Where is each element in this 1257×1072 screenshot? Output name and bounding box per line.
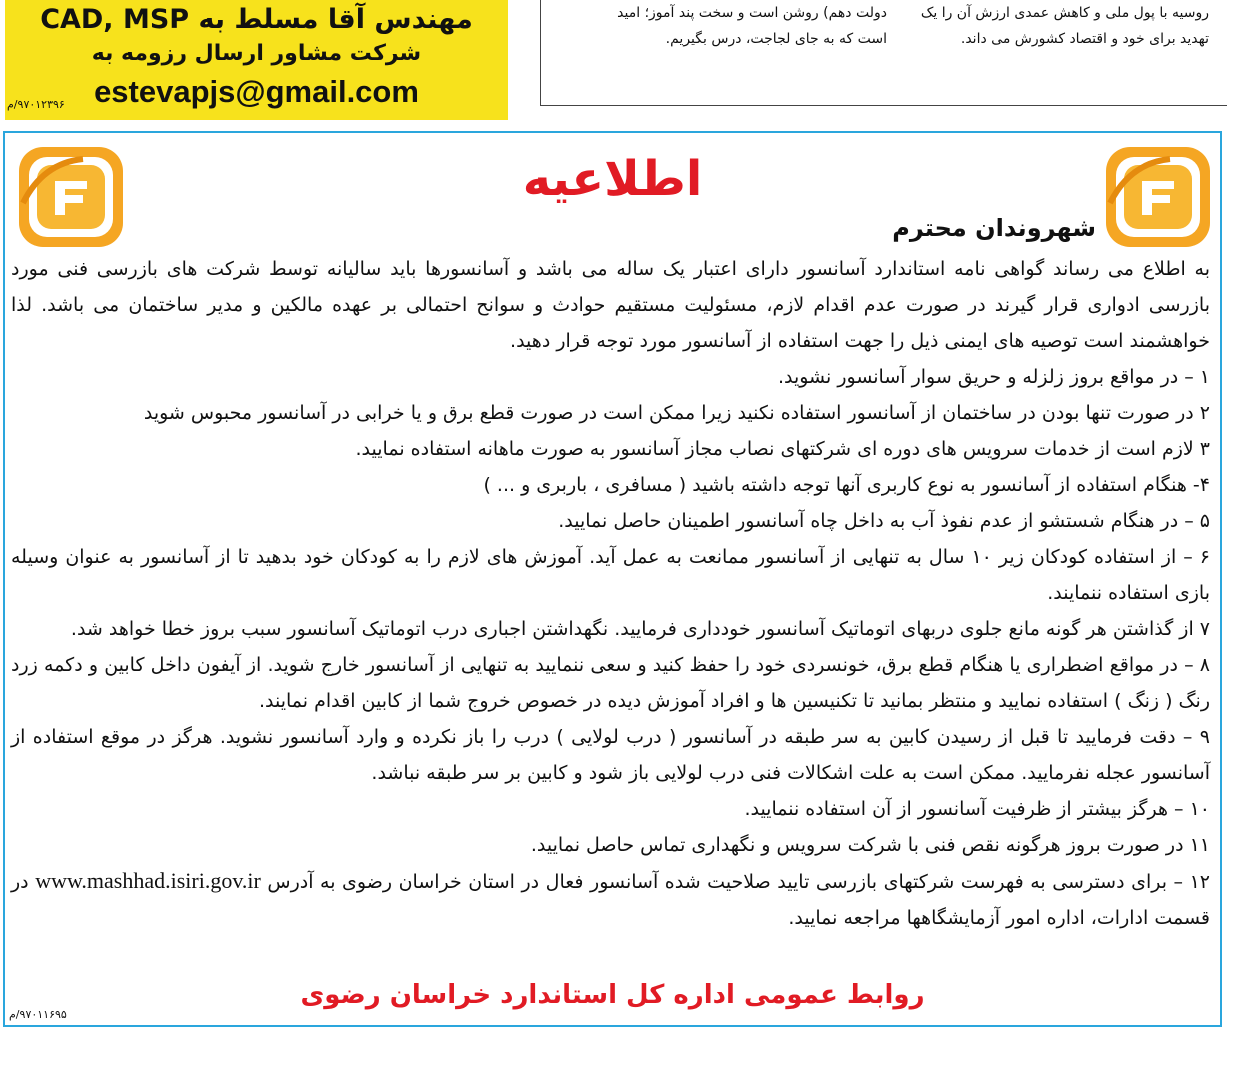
notice-item: ۹ – دقت فرمایید تا قبل از رسیدن کابین به سر طبقه در آسانسور ( درب لولایی ) درب را باز نکرده و وارد آسانسور نشوید. هرگز در موقع استفاده از آسانسور عجله نفرمایید. ممکن است به علت اشکالات فنی درب لولایی باز شود و کابین بر سر طبقه نباشد. — [11, 726, 1210, 784]
notice-signature: روابط عمومی اداره کل استاندارد خراسان رضوی — [300, 980, 925, 1010]
top-article-line: تهدید برای خود و اقتصاد کشورش می داند. — [960, 31, 1209, 47]
ad-email[interactable]: estevapjs@gmail.com — [94, 74, 419, 109]
notice-item: ۲ در صورت تنها بودن در ساختمان از آسانسور استفاده نکنید زیرا ممکن است در صورت قطع برق و یا خرابی در آسانسور محبوس شوید — [143, 402, 1210, 424]
top-article-column-right — [907, 0, 1209, 52]
notice-item: ۳ لازم است از خدمات سرویس های دوره ای شرکتهای نصاب مجاز آسانسور به صورت ماهانه استفاده نمایید. — [355, 438, 1210, 460]
notice-item: ۸ – در مواقع اضطراری یا هنگام قطع برق، خونسردی خود را حفظ کنید و سعی ننمایید به تنهایی از آسانسور خارج شوید. از آیفون داخل کابین و دکمه زرد رنگ ( زنگ ) استفاده نمایید و منتظر بمانید تا تکنیسین ها و افراد آموزش دیده در خصوص خروج شما از کابین اقدام نمایند. — [11, 654, 1210, 712]
top-article-column-left — [569, 0, 887, 52]
item12-text: ۱۲ – برای دسترسی به فهرست شرکتهای بازرسی تایید صلاحیت شده آسانسور فعال در استان خراسان رضوی به آدرس — [267, 871, 1211, 893]
notice-item: ۵ – در هنگام شستشو از عدم نفوذ آب به داخل چاه آسانسور اطمینان حاصل نمایید. — [558, 510, 1210, 532]
notice-greeting: شهروندان محترم — [892, 214, 1096, 242]
notice-body — [11, 251, 1210, 936]
notice-code: ۹۷۰۱۱۶۹۵/م — [9, 1008, 67, 1021]
notice-item: ۶ – از استفاده کودکان زیر ۱۰ سال به تنهایی از آسانسور ممانعت به عمل آید. آموزش های لازم را به کودکان خود بدهید تا از آسانسور به عنوان وسیله بازی استفاده ننمایند. — [11, 546, 1210, 604]
item12-text-end: در قسمت ادارات، اداره امور آزمایشگاهها مراجعه نمایید. — [11, 871, 1210, 929]
isiri-url-link[interactable]: www.mashhad.isiri.gov.ir — [35, 868, 261, 893]
job-ad — [5, 0, 508, 120]
ad-code: ۹۷۰۱۲۳۹۶/م — [7, 98, 65, 111]
notice-title: اطلاعیه — [522, 151, 703, 207]
notice-item: ۴- هنگام استفاده از آسانسور به نوع کاربری آنها توجه داشته باشید ( مسافری ، باربری و ... ) — [483, 474, 1210, 496]
top-article-line: است که به جای لجاجت، درس بگیریم. — [665, 31, 887, 47]
notice-item: ۱۰ – هرگز بیشتر از ظرفیت آسانسور از آن استفاده ننمایید. — [744, 798, 1210, 820]
ad-subline: شرکت مشاور ارسال رزومه به — [91, 41, 422, 66]
notice-item: ۱۱ در صورت بروز هرگونه نقص فنی با شرکت سرویس و نگهداری تماس حاصل نمایید. — [530, 834, 1210, 856]
ad-headline: مهندس آقا مسلط به CAD, MSP — [40, 4, 473, 35]
notice-item: ۷ از گذاشتن هر گونه مانع جلوی دربهای اتوماتیک آسانسور خودداری فرمایید. نگهداشتن اجباری درب اتوماتیک آسانسور سبب بروز خطا خواهد شد. — [70, 618, 1210, 640]
top-article-line: دولت دهم) روشن است و سخت پند آموز؛ امید — [617, 5, 887, 21]
notice-item-12 — [11, 863, 1210, 936]
notice-item: ۱ – در مواقع بروز زلزله و حریق سوار آسانسور نشوید. — [777, 366, 1210, 388]
notice-box — [3, 131, 1222, 1027]
top-article-line: روسیه با پول ملی و کاهش عمدی ارزش آن را یک — [920, 5, 1209, 21]
notice-intro: به اطلاع می رساند گواهی نامه استاندارد آسانسور دارای اعتبار یک ساله می باشد و آسانسورها باید سالیانه توسط شرکت های بازرسی فنی مورد بازرسی ادواری قرار گیرند در صورت عدم اقدام لازم، مسئولیت مستقیم حوادث و سوانح احتمالی بر عهده مالکین و مدیر ساختمان می باشد. لذا خواهشمند است توصیه های ایمنی ذیل را جهت استفاده از آسانسور مورد توجه قرار دهید. — [11, 258, 1210, 352]
top-article-fragment — [540, 0, 1227, 106]
